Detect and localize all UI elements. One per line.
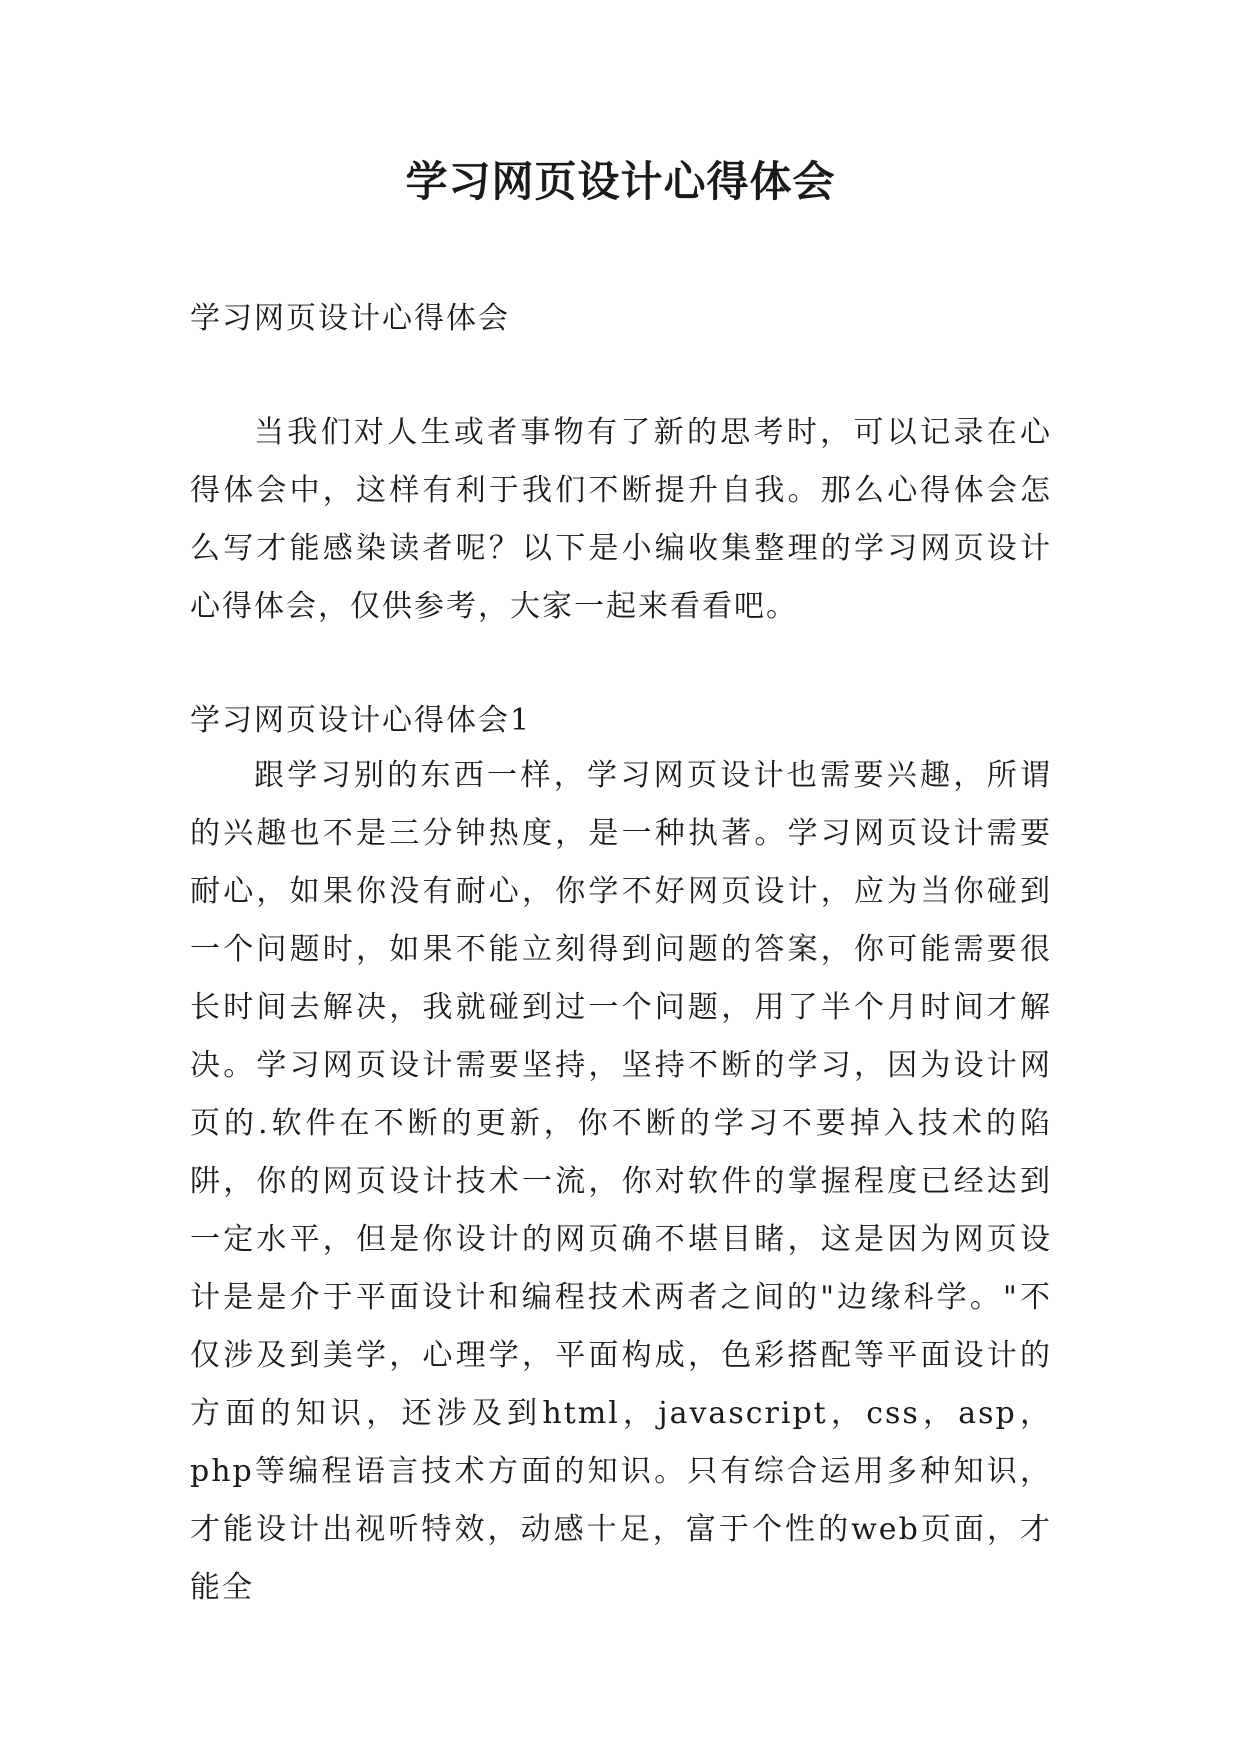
section-body-paragraph: 跟学习别的东西一样，学习网页设计也需要兴趣，所谓的兴趣也不是三分钟热度，是一种执著。学习网页设计需要耐心，如果你没有耐心，你学不好网页设计，应为当你碰到一个问题时，如果不能立刻得到问题的答案，你可能需要很长时间去解决，我就碰到过一个问题，用了半个月时间才解决。学习网页设计需要坚持，坚持不断的学习，因为设计网页的.软件在不断的更新，你不断的学习不要掉入技术的陷阱，你的网页设计技术一流，你对软件的掌握程度已经达到一定水平，但是你设计的网页确不堪目睹，这是因为网页设计是是介于平面设计和编程技术两者之间的"边缘科学。"不仅涉及到美学，心理学，平面构成，色彩搭配等平面设计的方面的知识，还涉及到html，javascript，css，asp，php等编程语言技术方面的知识。只有综合运用多种知识，才能设计出视听特效，动感十足，富于个性的web页面，才能全 (190, 758, 1052, 1605)
section-heading: 学习网页设计心得体会1 (190, 703, 532, 738)
intro-paragraph: 当我们对人生或者事物有了新的思考时，可以记录在心得体会中，这样有利于我们不断提升自我。那么心得体会怎么写才能感染读者呢？以下是小编收集整理的学习网页设计心得体会，仅供参考，大家一起来看看吧。 (190, 415, 1052, 624)
page-title: 学习网页设计心得体会 (405, 157, 836, 206)
document-subtitle: 学习网页设计心得体会 (190, 301, 510, 336)
